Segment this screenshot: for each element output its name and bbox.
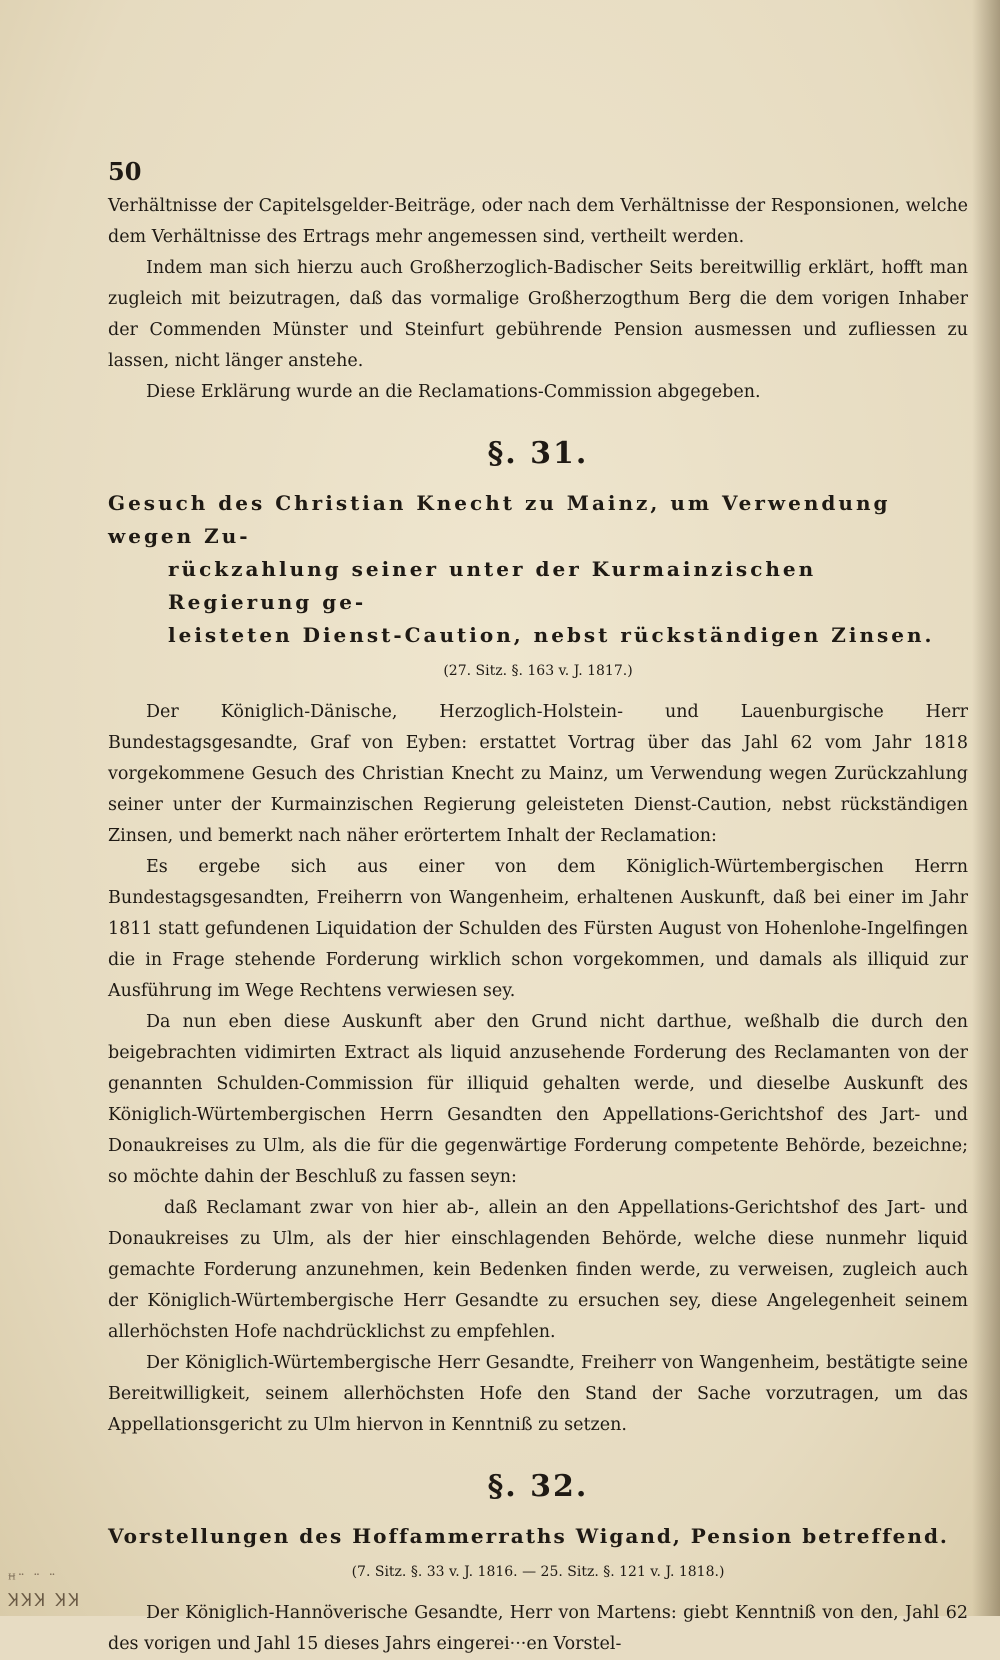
section-31-paragraph-3: Da nun eben diese Auskunft aber den Grund nicht darthue, weßhalb die durch den beigebrachten vidimirten Extract als liquid anzusehende Forderung des Reclamanten von der genannten Schulden-Commission für illiquid gehalten werde, und dieselbe Auskunft des Königlich-Würtembergischen Herrn Gesandten den Appellations-Gerichtshof des Jart- und Donaukreises zu Ulm, als die für die gegenwärtige Forderung competente Behörde, bezeichne; so möchte dahin der Beschluß zu fassen seyn:	[108, 1012, 968, 1187]
section-32-paragraph: Der Königlich-Hannöverische Gesandte, Herr von Martens: giebt Kenntniß von den, Jahl 62 des vorigen und Jahl 15 dieses Jahrs eingerei···en Vorstel-	[108, 1603, 968, 1654]
section-31-paragraph-5: Der Königlich-Würtembergische Herr Gesandte, Freiherr von Wangenheim, bestätigte seine Bereitwilligkeit, seinem allerhöchsten Hofe den Stand der Sache vorzutragen, um das Appellationsgericht zu Ulm hiervon in Kenntniß zu setzen.	[108, 1353, 968, 1435]
section-32-heading: §. 32.	[487, 1469, 589, 1504]
section-31-title-line3: leisteten Dienst-Caution, nebst rückständigen Zinsen.	[168, 623, 935, 647]
section-31-paragraph-4: daß Reclamant zwar von hier ab-, allein an den Appellations-Gerichtshof des Jart- und Donaukreises zu Ulm, als der hier einschlagenden Behörde, welche diese nunmehr liquid gemachte Forderung anzunehmen, kein Bedenken finden werde, zu verweisen, zugleich auch der Königlich-Würtembergische Herr Gesandte zu ersuchen sey, diese Angelegenheit seinem allerhöchsten Hofe nachdrücklichst zu empfehlen.	[108, 1198, 968, 1342]
section-31-heading: §. 31.	[487, 436, 589, 471]
section-31-title-line1: Gesuch des Christian Knecht zu Mainz, um Verwendung wegen Zu-	[108, 491, 891, 548]
section-31-paragraph-2: Es ergebe sich aus einer von dem Königlich-Würtembergischen Herrn Bundestagsgesandten, Freiherrn von Wangenheim, erhaltenen Auskunft, daß bei einer im Jahr 1811 statt gefundenen Liquidation der Schulden des Fürsten August von Hohenlohe-Ingelfingen die in Frage stehende Forderung wirklich schon vorgekommen, und damals als illiquid zur Ausführung im Wege Rechtens verwiesen sey.	[108, 857, 968, 1001]
page-number: 50	[108, 157, 142, 186]
paragraph-top-1: Verhältnisse der Capitelsgelder-Beiträge, oder nach dem Verhältnisse der Responsionen, welche dem Verhältnisse des Ertrags mehr angemessen sind, vertheilt werden.	[108, 196, 968, 247]
section-31-citation: (27. Sitz. §. 163 v. J. 1817.)	[443, 663, 633, 679]
page-edge-shadow	[972, 0, 1000, 1616]
page-content	[108, 156, 968, 1660]
margin-mark-2: ꞰꞰꞰ ꞰꞰ	[8, 1590, 82, 1611]
paragraph-top-3: Diese Erklärung wurde an die Reclamations-Commission abgegeben.	[146, 382, 761, 402]
paragraph-top-2: Indem man sich hierzu auch Großherzoglich-Badischer Seits bereitwillig erklärt, hofft man zugleich mit beizutragen, daß das vormalige Großherzogthum Berg die dem vorigen Inhaber der Commenden Münster und Steinfurt gebührende Pension ausmessen und zufliessen zu lassen, nicht länger anstehe.	[108, 258, 968, 371]
section-32-title: Vorstellungen des Hoffammerraths Wigand, Pension betreffend.	[108, 1524, 949, 1548]
section-31-paragraph-1: Der Königlich-Dänische, Herzoglich-Holstein- und Lauenburgische Herr Bundestagsgesandte, Graf von Eyben: erstattet Vortrag über das Jahl 62 vom Jahr 1818 vorgekommene Gesuch des Christian Knecht zu Mainz, um Verwendung wegen Zurückzahlung seiner unter der Kurmainzischen Regierung geleisteten Dienst-Caution, nebst rückständigen Zinsen, und bemerkt nach näher erörtertem Inhalt der Reclamation:	[108, 702, 968, 846]
section-31-title-line2: rückzahlung seiner unter der Kurmainzischen Regierung ge-	[168, 557, 817, 614]
margin-mark-1: ꟸ¨ ¨ ¨	[8, 1572, 58, 1588]
section-31-title	[108, 487, 968, 652]
section-32-citation: (7. Sitz. §. 33 v. J. 1816. — 25. Sitz. §. 121 v. J. 1818.)	[351, 1564, 725, 1580]
